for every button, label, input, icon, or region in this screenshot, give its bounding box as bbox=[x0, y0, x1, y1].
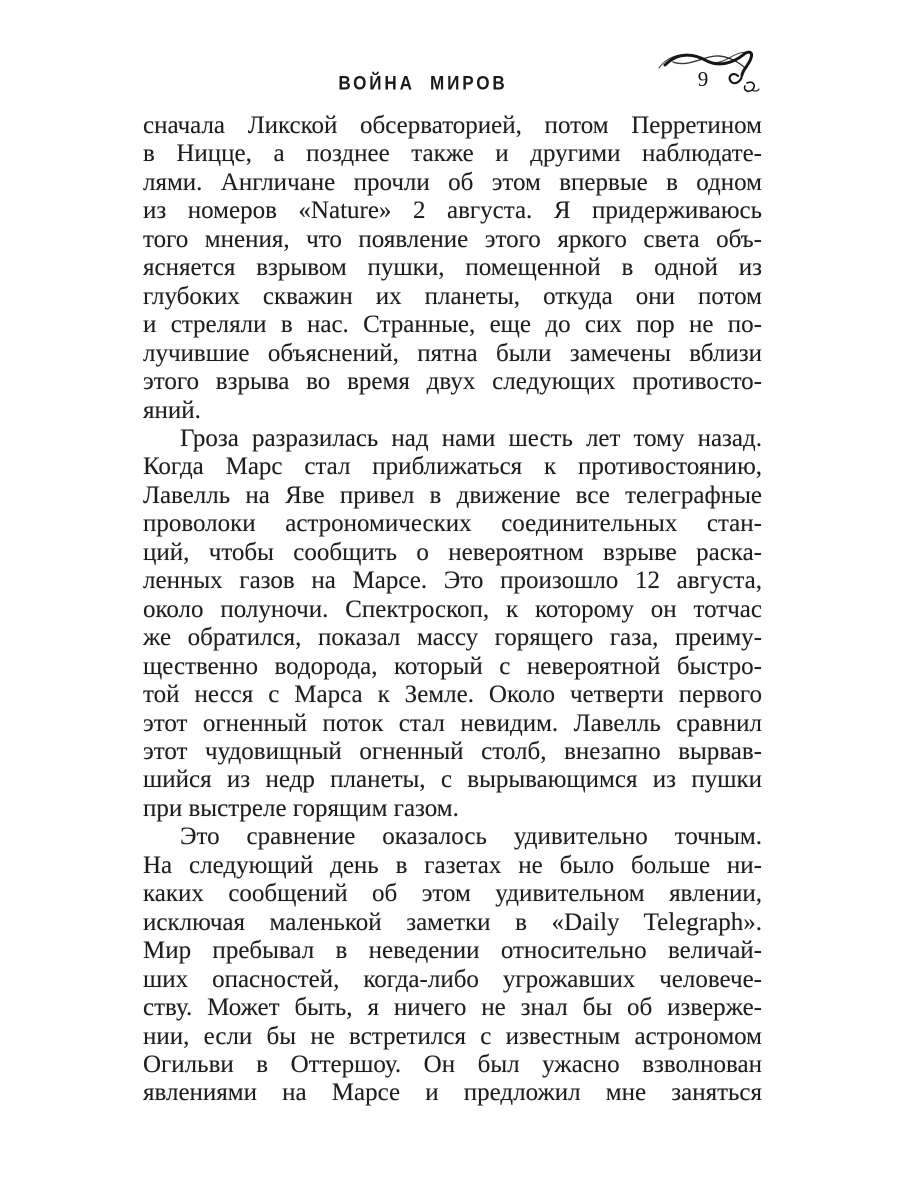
text-line: На следующий день в газетах не было больше ни- bbox=[143, 851, 762, 879]
text-line: Гроза разразилась над нами шесть лет тому назад. bbox=[180, 424, 762, 452]
text-line: Лавелль на Яве привел в движение все телеграфные bbox=[143, 481, 762, 509]
text-line: той несся с Марса к Земле. Около четверти первого bbox=[143, 681, 762, 709]
text-line: сначала Ликской обсерваторией, потом Перретином bbox=[143, 112, 762, 139]
paragraph bbox=[143, 425, 762, 823]
text-line: из номеров «Nature» 2 августа. Я придерживаюсь bbox=[143, 197, 762, 225]
running-title: ВОЙНА МИРОВ bbox=[338, 71, 508, 94]
text-line: яний. bbox=[143, 396, 201, 424]
text-line: ших опасностей, когда-либо угрожавших человече- bbox=[143, 965, 762, 993]
text-line: лями. Англичане прочли об этом впервые в одном bbox=[143, 168, 762, 196]
text-line: глубоких скважин их планеты, откуда они потом bbox=[143, 282, 762, 310]
text-line: при выстреле горящим газом. bbox=[143, 794, 459, 822]
text-line: ясняется взрывом пушки, помещенной в одной из bbox=[143, 254, 762, 282]
text-line: же обратился, показал массу горящего газа, преиму- bbox=[143, 624, 762, 652]
text-line: щественно водорода, который с невероятной быстро- bbox=[143, 652, 762, 680]
paragraph bbox=[143, 823, 762, 1108]
text-line: лучившие объяснений, пятна были замечены вблизи bbox=[143, 339, 762, 367]
page-body bbox=[143, 112, 762, 1108]
text-line: около полуночи. Спектроскоп, к которому он тотчас bbox=[143, 595, 762, 623]
text-line: ций, чтобы сообщить о невероятном взрыве раска- bbox=[143, 538, 762, 566]
paragraph bbox=[143, 112, 762, 425]
text-line: Огильви в Оттершоу. Он был ужасно взволнован bbox=[143, 1050, 762, 1078]
text-line: того мнения, что появление этого яркого света объ- bbox=[143, 225, 762, 253]
text-line: этот чудовищный огненный столб, внезапно вырвав- bbox=[143, 737, 762, 765]
text-line: Мир пребывал в неведении относительно величай- bbox=[143, 937, 762, 965]
text-line: каких сообщений об этом удивительном явлении, bbox=[143, 880, 762, 908]
text-line: и стреляли в нас. Странные, еще до сих пор не по- bbox=[143, 311, 762, 339]
text-line: нии, если бы не встретился с известным астрономом bbox=[143, 1022, 762, 1050]
text-line: Это сравнение оказалось удивительно точным. bbox=[180, 823, 762, 851]
text-line: явлениями на Марсе и предложил мне заняться bbox=[143, 1079, 762, 1107]
calligraphic-flourish-icon bbox=[653, 42, 761, 98]
text-line: этот огненный поток стал невидим. Лавелль сравнил bbox=[143, 709, 762, 737]
text-line: в Ницце, а позднее также и другими наблюдате- bbox=[143, 140, 762, 168]
text-line: этого взрыва во время двух следующих противосто- bbox=[143, 368, 762, 396]
text-line: ству. Может быть, я ничего не знал бы об изверже- bbox=[143, 994, 762, 1022]
text-line: Когда Марс стал приближаться к противостоянию, bbox=[143, 453, 762, 481]
page-number: 9 bbox=[697, 67, 709, 91]
text-line: проволоки астрономических соединительных стан- bbox=[143, 510, 762, 538]
text-line: исключая маленькой заметки в «Daily Telegraph». bbox=[143, 908, 762, 936]
text-line: ленных газов на Марсе. Это произошло 12 августа, bbox=[143, 567, 762, 595]
text-line: шийся из недр планеты, с вырывающимся из пушки bbox=[143, 766, 762, 794]
